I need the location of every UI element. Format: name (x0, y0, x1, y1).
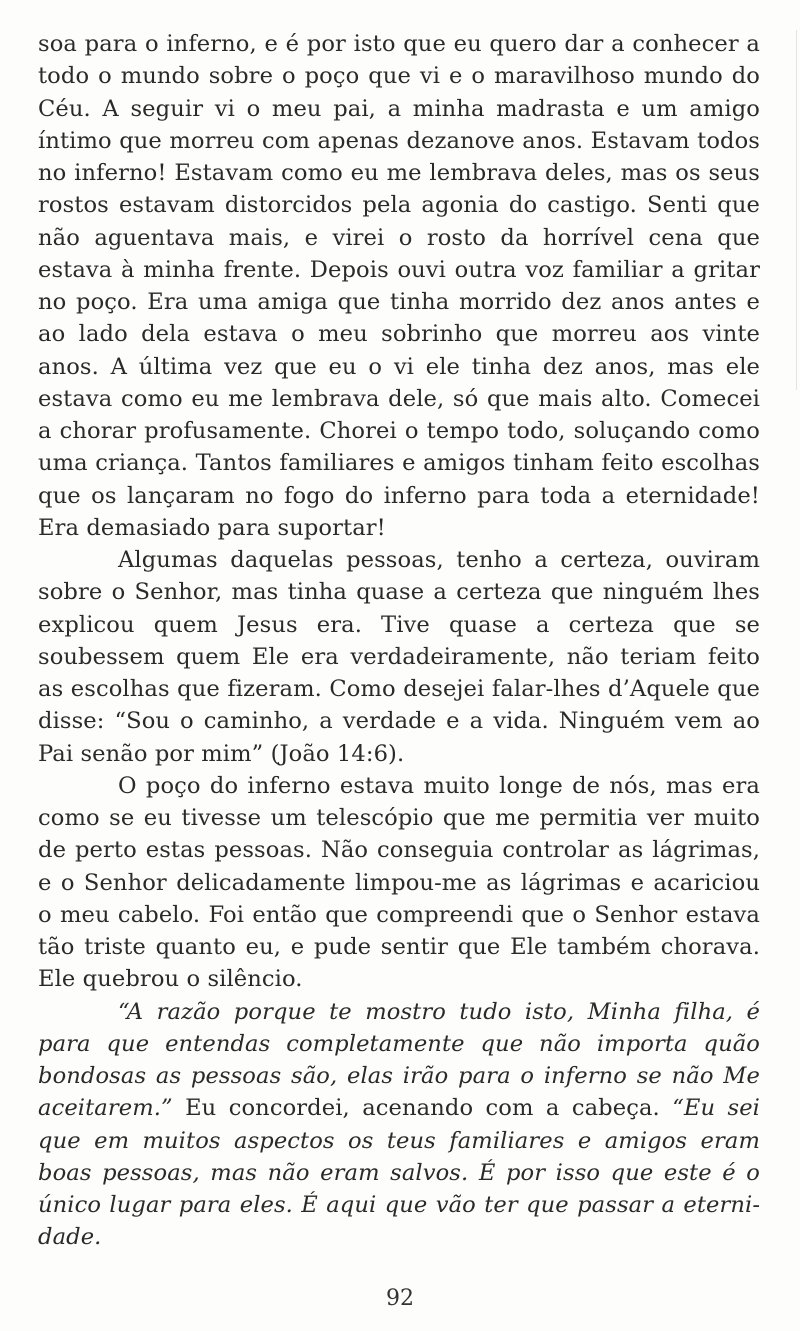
quote-jesus-italic: “A razão porque te mostro tudo isto, Minha filha, é para que entendas completamente que não importa quão bondosas as pessoas são, elas irão para o inferno se não Me aceitarem.” (38, 998, 760, 1122)
narration-roman: Eu concordei, acenando com a cabeça. (172, 1095, 673, 1122)
paragraph-1: soa para o inferno, e é por isto que eu quero dar a conhecer a todo o mundo sobre o poço que vi e o maravilhoso mundo do Céu. A seguir vi o meu pai, a minha madrasta e um amigo íntimo que morreu com apenas dezanove anos. Estavam todos no inferno! Estavam como eu me lembrava deles, mas os seus rostos estavam distorcidos pela agonia do castigo. Senti que não aguentava mais, e virei o rosto da horrível cena que estava à minha frente. Depois ouvi outra voz familiar a gritar no poço. Era uma amiga que tinha morrido dez anos antes e ao lado dela estava o meu sobrinho que morreu aos vinte anos. A última vez que eu o vi ele tinha dez anos, mas ele estava como eu me lembrava dele, só que mais alto. Comecei a chorar profusamente. Chorei o tempo todo, soluçando como uma criança. Tantos familiares e amigos tinham feito escolhas que os lançaram no fogo do inferno para toda a eternidade! Era demasiado para suportar! (38, 31, 760, 541)
paragraph-3: O poço do inferno estava muito longe de nós, mas era como se eu tivesse um telescópio que me permitia ver muito de perto estas pessoas. Não conseguia controlar as lágrimas, e o Senhor delicadamente limpou-me as lágrimas e acariciou o meu cabelo. Foi então que compreendi que o Senhor estava tão triste quanto eu, e pude sentir que Ele também chorava. Ele quebrou o silêncio. (38, 772, 760, 993)
page-number: 92 (386, 1286, 414, 1311)
paragraph-2: Algumas daquelas pessoas, tenho a certeza, ouviram sobre o Senhor, mas tinha quase a certeza que ninguém lhes explicou quem Jesus era. Tive quase a certeza que se soubessem quem Ele era verdadeiramente, não teriam feito as escolhas que fizeram. Como desejei falar-lhes d’Aquele que disse: “Sou o caminho, a verdade e a vida. Ninguém vem ao Pai senão por mim” (João 14:6). (38, 547, 760, 767)
quote-continued-italic: “Eu sei que em muitos aspectos os teus familiares e amigos eram boas pessoas, mas não eram salvos. É por isso que este é o único lugar para eles. É aqui que vão ter que passar a eternidade. (38, 1095, 760, 1251)
page-edge-line (796, 30, 797, 390)
paragraph-4 (38, 996, 760, 1254)
body-text (38, 28, 760, 1254)
